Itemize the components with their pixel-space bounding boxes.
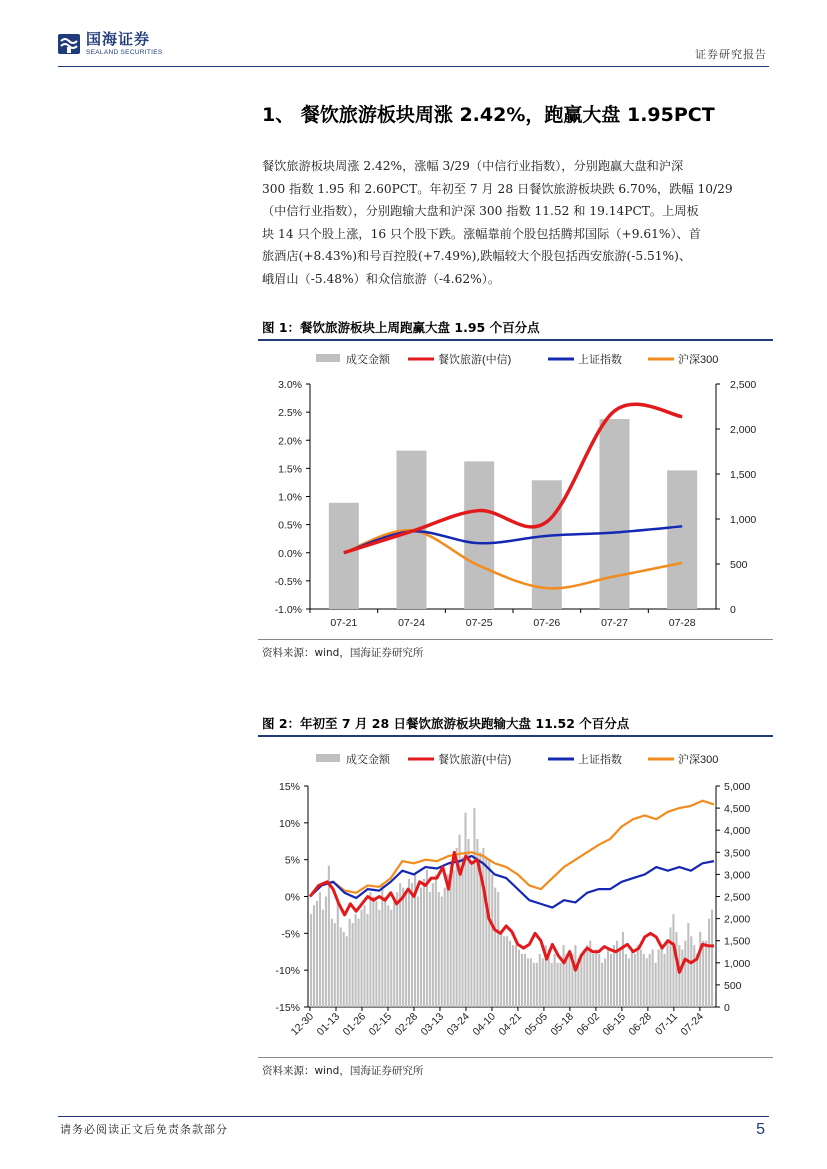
volume-bar (598, 954, 600, 1007)
volume-bar (429, 892, 431, 1007)
volume-bar (482, 848, 484, 1007)
volume-bar (488, 861, 490, 1007)
volume-bar (462, 857, 464, 1007)
volume-bar (637, 945, 639, 1007)
volume-bar (693, 945, 695, 1007)
volume-bar (491, 874, 493, 1007)
volume-bar (527, 958, 529, 1007)
left-axis-tick-label: 0% (284, 891, 300, 904)
volume-bar (625, 954, 627, 1007)
csi300-line (344, 530, 682, 588)
section-title: 1、 餐饮旅游板块周涨 2.42%，跑赢大盘 1.95PCT (262, 104, 715, 126)
volume-bar (423, 879, 425, 1007)
x-axis-tick-label: 07-27 (601, 617, 628, 629)
volume-bar (666, 941, 668, 1007)
footer-divider (58, 1116, 769, 1117)
volume-bar (346, 936, 348, 1007)
x-axis-tick-label: 05-18 (548, 1010, 577, 1039)
volume-bar (521, 954, 523, 1007)
volume-bar (563, 945, 565, 1007)
right-axis-tick-label: 1,500 (730, 469, 757, 481)
volume-bar (426, 870, 428, 1007)
volume-bar (672, 914, 674, 1007)
volume-bar (405, 892, 407, 1007)
x-axis-tick-label: 07-11 (653, 1010, 680, 1038)
paragraph-line: 块 14 只个股上涨，16 只个股下跌。涨幅靠前个股包括腾邦国际（+9.61%）、首 (262, 226, 701, 241)
volume-bar (530, 958, 532, 1007)
figure-1-source: 资料来源：wind，国海证券研究所 (262, 647, 424, 659)
volume-bar (411, 883, 413, 1007)
volume-bar (705, 941, 707, 1007)
logo-chinese-name: 国海证券 (86, 30, 151, 48)
legend-label: 餐饮旅游(中信) (438, 754, 512, 766)
volume-bar (640, 950, 642, 1007)
legend-label: 上证指数 (578, 754, 622, 766)
volume-bar (554, 954, 556, 1007)
volume-bar (711, 910, 713, 1007)
volume-bar (494, 888, 496, 1007)
volume-bar (441, 897, 443, 1008)
volume-bar (438, 892, 440, 1007)
volume-bar (610, 954, 612, 1007)
volume-bar (613, 945, 615, 1007)
right-axis-tick-label: 0 (724, 1002, 730, 1014)
left-axis-tick-label: -10% (275, 965, 300, 978)
volume-bar (681, 950, 683, 1007)
volume-bar (310, 914, 312, 1007)
volume-bar (366, 914, 368, 1007)
x-axis-tick-label: 03-13 (418, 1010, 447, 1039)
volume-bar (557, 963, 559, 1007)
volume-bar (634, 954, 636, 1007)
page-number: 5 (756, 1121, 765, 1138)
volume-bar (352, 923, 354, 1007)
volume-bar (363, 905, 365, 1007)
x-axis-tick-label: 02-15 (366, 1010, 395, 1039)
document-type: 证券研究报告 (695, 48, 767, 61)
x-axis-tick-label: 06-28 (626, 1010, 654, 1039)
legend-label: 沪深300 (678, 754, 719, 766)
left-axis-tick-label: 2.0% (278, 435, 302, 448)
volume-bar (643, 954, 645, 1007)
volume-bar (652, 950, 654, 1007)
volume-bar (453, 870, 455, 1007)
volume-bar (432, 883, 434, 1007)
volume-bar (485, 857, 487, 1007)
paragraph-line: 餐饮旅游板块周涨 2.42%，涨幅 3/29（中信行业指数），分别跑赢大盘和沪深 (262, 159, 684, 173)
right-axis-tick-label: 2,500 (730, 379, 757, 391)
volume-bar (646, 958, 648, 1007)
volume-bar (687, 923, 689, 1007)
body-paragraph (262, 155, 774, 290)
right-axis-tick-label: 2,000 (724, 913, 751, 926)
volume-bar (622, 932, 624, 1007)
volume-bar (586, 945, 588, 1007)
volume-bar (319, 892, 321, 1007)
volume-bar (509, 941, 511, 1007)
figure-2-title: 图 2：年初至 7 月 28 日餐饮旅游板块跑输大盘 11.52 个百分点 (262, 716, 630, 731)
volume-bar (393, 901, 395, 1007)
right-axis-tick-label: 1,000 (730, 514, 757, 526)
volume-bar (699, 932, 701, 1007)
right-axis-tick-label: 4,000 (724, 825, 751, 838)
volume-bar (372, 897, 374, 1008)
x-axis-tick-label: 07-24 (678, 1010, 706, 1039)
figure-1-chart (258, 341, 773, 637)
volume-bar (696, 954, 698, 1007)
volume-bar (313, 905, 315, 1007)
volume-bar (532, 480, 562, 609)
volume-bar (500, 932, 502, 1007)
volume-bar (601, 963, 603, 1007)
right-axis-tick-label: 2,500 (724, 891, 751, 904)
right-axis-tick-label: 5,000 (724, 781, 751, 793)
volume-bar (574, 945, 576, 1007)
volume-bar (607, 950, 609, 1007)
volume-bar (631, 950, 633, 1007)
x-axis-tick-label: 01-13 (314, 1010, 343, 1039)
volume-bar (664, 954, 666, 1007)
volume-bar (518, 950, 520, 1007)
x-axis-tick-label: 01-26 (340, 1010, 369, 1039)
logo-english-name: SEALAND SECURITIES (86, 49, 163, 56)
volume-bar (343, 932, 345, 1007)
figure-2-source: 资料来源：wind，国海证券研究所 (262, 1065, 424, 1077)
right-axis-tick-label: 4,500 (724, 803, 751, 816)
left-axis-tick-label: 1.0% (278, 491, 302, 504)
paragraph-line: （中信行业指数），分别跑输大盘和沪深 300 指数 11.52 和 19.14PCT。上周板 (262, 204, 699, 218)
volume-bar (539, 954, 541, 1007)
x-axis-tick-label: 05-05 (522, 1010, 551, 1039)
x-axis-tick-label: 06-15 (600, 1010, 629, 1039)
volume-bar (470, 861, 472, 1007)
paragraph-line: 峨眉山（-5.48%）和众信旅游（-4.62%）。 (262, 271, 501, 286)
x-axis-tick-label: 06-02 (574, 1010, 603, 1039)
paragraph-line: 300 指数 1.95 和 2.60PCT。年初至 7 月 28 日餐饮旅游板块跌 6.70%，跌幅 10/29 (262, 181, 733, 196)
x-axis-tick-label: 07-28 (668, 617, 696, 629)
volume-bar (447, 874, 449, 1007)
volume-bar (349, 919, 351, 1007)
volume-bar (378, 910, 380, 1007)
volume-bar (387, 905, 389, 1007)
disclaimer-note: 请务必阅读正文后免责条款部分 (60, 1123, 228, 1136)
left-axis-tick-label: 0.5% (278, 519, 302, 532)
x-axis-tick-label: 07-21 (330, 617, 358, 629)
volume-bar (464, 461, 494, 609)
sealand-logo-icon (58, 32, 80, 56)
volume-bar (473, 808, 475, 1007)
paragraph-line: 旅酒店(+8.43%)和号百控股(+7.49%),跌幅较大个股包括西安旅游(-5.51%)、 (262, 249, 692, 263)
volume-bar (322, 910, 324, 1007)
x-axis-tick-label: 04-10 (470, 1010, 499, 1039)
volume-bar (669, 927, 671, 1007)
logo (58, 32, 163, 56)
volume-bar (592, 954, 594, 1007)
volume-bar (684, 941, 686, 1007)
shanghai-index-line (344, 526, 682, 552)
volume-bar (649, 954, 651, 1007)
legend-swatch-volume (316, 754, 340, 762)
volume-bar (580, 954, 582, 1007)
volume-bar (361, 910, 363, 1007)
volume-bar (506, 936, 508, 1007)
volume-bar (595, 950, 597, 1007)
volume-bar (503, 936, 505, 1007)
volume-bar (355, 914, 357, 1007)
volume-bar (604, 958, 606, 1007)
volume-bar (678, 945, 680, 1007)
volume-bar (658, 950, 660, 1007)
right-axis-tick-label: 1,000 (724, 957, 751, 970)
volume-bar (524, 954, 526, 1007)
volume-bar (420, 888, 422, 1007)
left-axis-tick-label: -0.5% (274, 575, 302, 588)
volume-bar (408, 879, 410, 1007)
volume-bar (435, 874, 437, 1007)
volume-bar (512, 945, 514, 1007)
volume-bar (542, 958, 544, 1007)
volume-bar (628, 958, 630, 1007)
volume-bar (464, 813, 466, 1007)
volume-bar (675, 932, 677, 1007)
right-axis-tick-label: 500 (724, 979, 742, 992)
volume-bar (533, 963, 535, 1007)
volume-bar (340, 927, 342, 1007)
right-axis-tick-label: 3,000 (724, 869, 751, 882)
volume-bar (497, 892, 499, 1007)
left-axis-tick-label: 3.0% (278, 379, 302, 391)
volume-bar (334, 923, 336, 1007)
left-axis-tick-label: 5% (284, 854, 300, 867)
volume-bar (655, 963, 657, 1007)
legend-label: 成交金额 (346, 754, 390, 766)
left-axis-tick-label: -5% (281, 928, 300, 941)
volume-bar (619, 950, 621, 1007)
x-axis-tick-label: 12-30 (288, 1010, 317, 1039)
left-axis-tick-label: 15% (278, 781, 300, 793)
left-axis-tick-label: 1.5% (278, 463, 302, 476)
volume-bar (467, 839, 469, 1007)
figure-2-bottom-rule (258, 1057, 773, 1058)
x-axis-tick-label: 07-26 (533, 617, 561, 629)
volume-bar (358, 919, 360, 1007)
volume-bar (690, 936, 692, 1007)
right-axis-tick-label: 2,000 (730, 424, 757, 436)
volume-bar (667, 470, 697, 609)
volume-bar (325, 897, 327, 1008)
right-axis-tick-label: 0 (730, 604, 736, 616)
x-axis-tick-label: 03-24 (444, 1010, 473, 1039)
left-axis-tick-label: -1.0% (274, 604, 302, 616)
volume-bar (390, 910, 392, 1007)
left-axis-tick-label: -15% (275, 1002, 300, 1014)
figure-1-bottom-rule (258, 639, 773, 640)
right-axis-tick-label: 1,500 (724, 935, 751, 948)
header-divider (58, 66, 769, 67)
left-axis-tick-label: 0.0% (278, 547, 302, 560)
figure-2-chart (258, 737, 773, 1055)
volume-bar (331, 919, 333, 1007)
volume-bar (583, 950, 585, 1007)
volume-bar (560, 963, 562, 1007)
volume-bar (444, 888, 446, 1007)
right-axis-tick-label: 500 (730, 559, 748, 571)
volume-bar (329, 503, 359, 609)
right-axis-tick-label: 3,500 (724, 847, 751, 860)
figure-1-title: 图 1：餐饮旅游板块上周跑赢大盘 1.95 个百分点 (262, 320, 540, 335)
legend-swatch-volume (316, 354, 340, 362)
x-axis-tick-label: 02-28 (392, 1010, 421, 1039)
legend-label: 沪深300 (678, 354, 719, 366)
volume-bar (396, 892, 398, 1007)
volume-bar (551, 963, 553, 1007)
volume-bar (381, 883, 383, 1007)
volume-bar (369, 892, 371, 1007)
volume-bar (384, 897, 386, 1008)
volume-bar (417, 897, 419, 1008)
volume-bar (375, 901, 377, 1007)
volume-bar (456, 848, 458, 1007)
volume-bar (702, 941, 704, 1007)
volume-bar (708, 919, 710, 1007)
x-axis-tick-label: 07-24 (398, 617, 425, 629)
volume-bar (402, 888, 404, 1007)
volume-bar (337, 901, 339, 1007)
legend-label: 成交金额 (346, 354, 390, 366)
x-axis-tick-label: 04-21 (496, 1010, 525, 1039)
volume-bar (316, 901, 318, 1007)
left-axis-tick-label: 2.5% (278, 407, 302, 420)
volume-bar (536, 963, 538, 1007)
volume-bar (600, 419, 630, 609)
volume-bar (661, 945, 663, 1007)
left-axis-tick-label: 10% (278, 817, 300, 830)
x-axis-tick-label: 07-25 (465, 617, 493, 629)
legend-label: 餐饮旅游(中信) (438, 354, 512, 366)
volume-bar (515, 945, 517, 1007)
legend-label: 上证指数 (578, 354, 622, 366)
